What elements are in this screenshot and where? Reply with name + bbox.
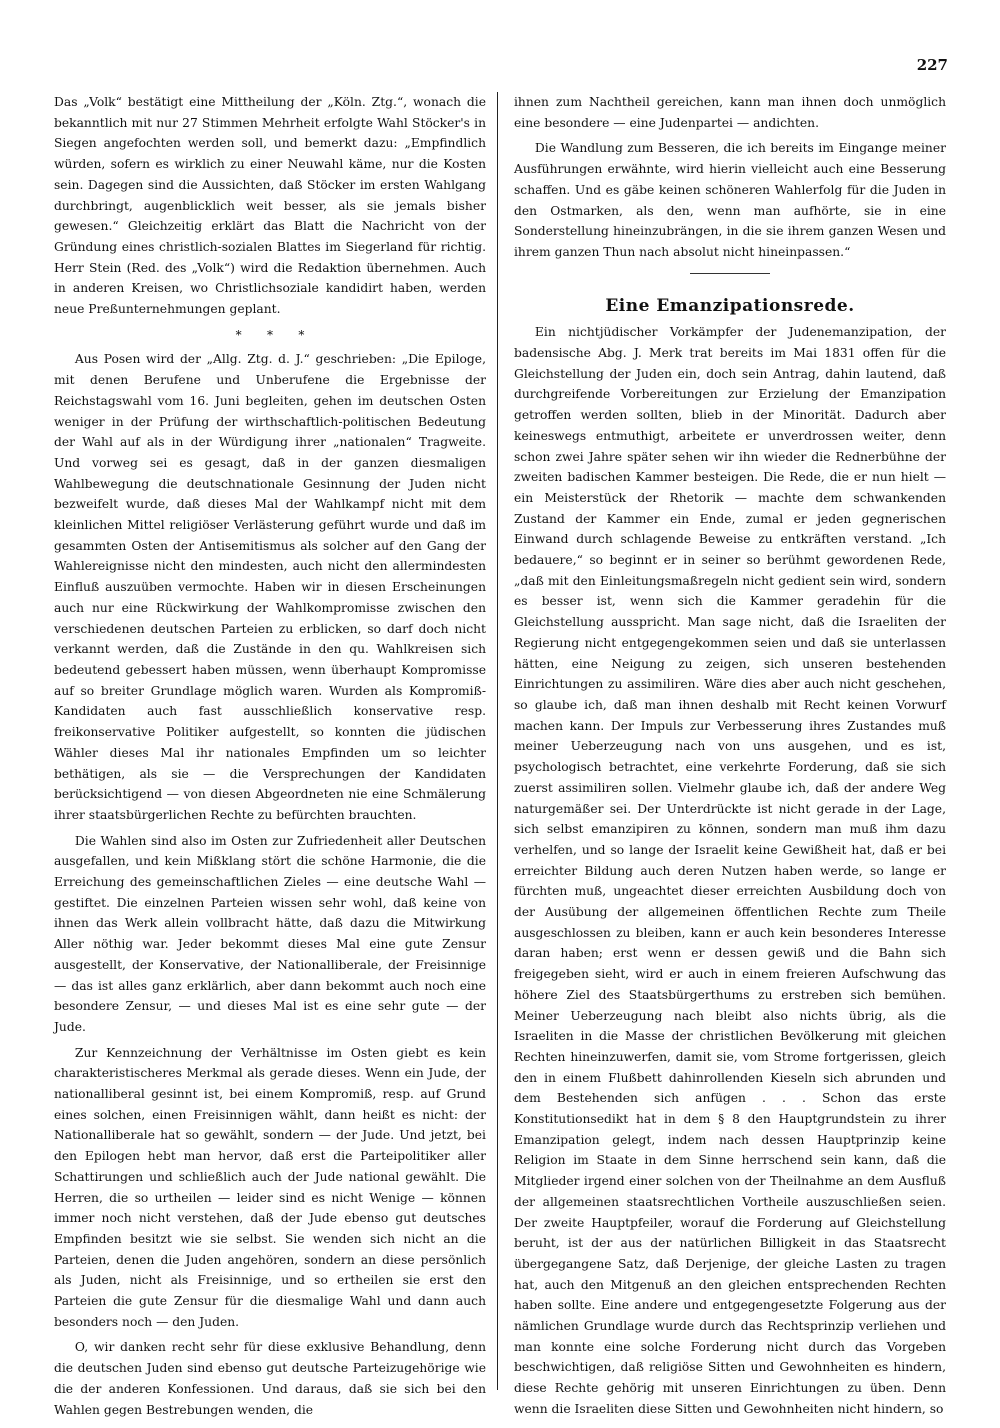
article-paragraph: Zur Kennzeichnung der Verhältnisse im Osten giebt es kein charakteristischeres Merkmal als gerade dieses. Wenn ein Jude, der nationalliberal gesinnt ist, bei einem Kompromiß, resp. auf Grund eines solchen, einen Freisinnigen wählt, dann heißt es nicht: der Nationalliberale hat so gewählt, sondern — der Jude. Und jetzt, bei den Epilogen hebt man hervor, daß erst die Parteipolitiker aller Schattirungen und schließlich auch der Jude national gewählt. Die Herren, die so urtheilen — leider sind es nicht Wenige — können immer noch nicht verstehen, daß der Jude ebenso gut deutsches Empfinden besitzt wie sie selbst. Sie wenden sich nicht an die Parteien, denen die Juden angehören, sondern an diese persönlich als Juden, nicht als Freisinnige, und so ertheilen sie erst den Parteien die gute Zensur für die diesmalige Wahl und dann auch besonders noch — den Juden. xyxy=(54,1045,486,1329)
page-number: 227 xyxy=(916,56,948,74)
left-column xyxy=(54,92,486,1425)
article-paragraph: Aus Posen wird der „Allg. Ztg. d. J.“ geschrieben: „Die Epiloge, mit denen Berufene und Unberufene die Ergebnisse der Reichstagswahl vom 16. Juni begleiten, gehen im deutschen Osten weniger in der Prüfung der wirthschaftlich-politischen Bedeutung der Wahl auf als in der Würdigung ihrer „nationalen“ Tragweite. Und vorweg sei es gesagt, daß in der ganzen diesmaligen Wahlbewegung die deutschnationale Gesinnung der Juden nicht bezweifelt wurde, daß dieses Mal der Wahlkampf nicht mit dem kleinlichen Mittel religiöser Verlästerung geführt wurde und daß im gesammten Osten der Antisemitismus als solcher auf den Gang der Wahlereignisse nicht den mindesten, auch nicht den allermindesten Einfluß auszuüben vermochte. Haben wir in diesen Erscheinungen auch nur eine Rückwirkung der Wahlkompromisse zwischen den verschiedenen deutschen Parteien zu erblicken, so darf doch nicht verkannt werden, daß die Zustände in den qu. Wahlkreisen sich bedeutend gebessert haben müssen, wenn überhaupt Kompromisse auf so breiter Grundlage möglich waren. Wurden als Kompromiß-Kandidaten auch fast ausschließlich konservative resp. freikonservative Politiker aufgestellt, so konnten die jüdischen Wähler dieses Mal ihr nationales Empfinden um so leichter bethätigen, als sie — die Versprechungen der Kandidaten berücksichtigend — von diesen Abgeordneten nie eine Schmälerung ihrer staatsbürgerlichen Rechte zu befürchten brauchten. xyxy=(54,352,486,822)
article-paragraph: ihnen zum Nachtheil gereichen, kann man ihnen doch unmöglich eine besondere — eine Judenpartei — andichten. xyxy=(514,95,946,130)
article-paragraph: Die Wandlung zum Besseren, die ich bereits im Eingange meiner Ausführungen erwähnte, wird hierin vielleicht auch eine Besserung schaffen. Und es gäbe keinen schöneren Wahlerfolg für die Juden in den Ostmarken, als den, wenn man aufhörte, sie in eine Sonderstellung hineinzubrängen, in die sie ihrem ganzen Wesen und ihrem ganzen Thun nach absolut nicht hineinpassen.“ xyxy=(514,141,946,259)
article-heading: Eine Emanzipationsrede. xyxy=(605,295,855,316)
article-paragraph: Die Wahlen sind also im Osten zur Zufriedenheit aller Deutschen ausgefallen, und kein Mißklang stört die schöne Harmonie, die die Erreichung des gemeinschaftlichen Zieles — eine deutsche Wahl — gestiftet. Die einzelnen Parteien wissen sehr wohl, daß keine von ihnen das Werk allein vollbracht hätte, daß dazu die Mitwirkung Aller nöthig war. Jeder bekommt dieses Mal eine gute Zensur ausgestellt, der Konservative, der Nationalliberale, der Freisinnige — das ist alles ganz erklärlich, aber dann bekommt auch noch eine besondere Zensur, — und dieses Mal ist es eine sehr gute — der Jude. xyxy=(54,833,486,1034)
article-paragraph: O, wir danken recht sehr für diese exklusive Behandlung, denn die deutschen Juden sind ebenso gut deutsche Parteizugehörige wie die der anderen Konfessionen. Und daraus, daß sie sich bei den Wahlen gegen Bestrebungen wenden, die xyxy=(54,1340,486,1417)
right-column xyxy=(514,92,946,1425)
column-divider xyxy=(497,92,498,1390)
article-paragraph: Das „Volk“ bestätigt eine Mittheilung der „Köln. Ztg.“, wonach die bekanntlich mit nur 27 Stimmen Mehrheit erfolgte Wahl Stöcker's in Siegen angefochten werden soll, und bemerkt dazu: „Empfindlich würden, sofern es wirklich zu einer Neuwahl käme, nur die Kosten sein. Dagegen sind die Aussichten, daß Stöcker im ersten Wahlgang durchbringt, augenblicklich weit besser, als sie jemals bisher gewesen.“ Gleichzeitig erklärt das Blatt die Nachricht von der Gründung eines christlich-sozialen Blattes im Siegerland für richtig. Herr Stein (Red. des „Volk“) wird die Redaktion übernehmen. Auch in anderen Kreisen, wo Christlichsoziale kandidirt haben, werden neue Preßunternehmungen geplant. xyxy=(54,95,486,317)
section-separator-stars: * * * xyxy=(235,327,305,342)
article-paragraph: Ein nichtjüdischer Vorkämpfer der Judenemanzipation, der badensische Abg. J. Merk trat bereits im Mai 1831 offen für die Gleichstellung der Juden ein, doch sein Antrag, dahin lautend, daß durchgreifende Vorbereitungen zur Erzielung der Emanzipation getroffen werden sollten, blieb in der Minorität. Dadurch aber keineswegs entmuthigt, arbeitete er unverdrossen weiter, denn schon zwei Jahre später sehen wir ihn wieder die Rednerbühne der zweiten badischen Kammer besteigen. Die Rede, die er nun hielt — ein Meisterstück der Rhetorik — machte dem schwankenden Zustand der Kammer ein Ende, zumal er jeden gegnerischen Einwand durch schlagende Beweise zu entkräften verstand. „Ich bedauere,“ so beginnt er in seiner so berühmt gewordenen Rede, „daß mit den Einleitungsmaßregeln nicht gedient sein wird, sondern es besser ist, wenn sich die Kammer geradehin für die Gleichstellung ausspricht. Man sage nicht, daß die Israeliten der Regierung nicht entgegengekommen seien und daß sie unterlassen hätten, eine Neigung zu zeigen, sich unseren bestehenden Einrichtungen zu assimiliren. Wäre dies aber auch nicht geschehen, so glaube ich, daß man ihnen deshalb mit Recht keinen Vorwurf machen kann. Der Impuls zur Verbesserung ihres Zustandes muß meiner Ueberzeugung nach von uns ausgehen, und es ist, psychologisch betrachtet, eine verkehrte Forderung, daß sie sich zuerst assimiliren sollen. Vielmehr glaube ich, daß der andere Weg naturgemäßer sei. Der Unterdrückte ist nicht gerade in der Lage, sich selbst emanzipiren zu können, sondern man muß ihm dazu verhelfen, und so lange der Israelit keine Gewißheit hat, daß er bei erreichter Bildung auch deren Nutzen haben werde, so lange er fürchten muß, ungeachtet dieser erreichten Ausbildung doch von der Ausübung der allgemeinen öffentlichen Rechte zum Theile ausgeschlossen zu bleiben, kann er auch kein besonderes Interesse daran haben; erst wenn er dessen gewiß und die Bahn sich freigegeben sieht, wird er auch in einem freieren Aufschwung das höhere Ziel des Staatsbürgerthums zu erstreben sich bemühen. Meiner Ueberzeugung nach bleibt also nichts übrig, als die Israeliten in die Masse der christlichen Bevölkerung mit gleichen Rechten hineinzuwerfen, damit sie, vom Strome fortgerissen, gleich den in einem Flußbett dahinrollenden Kieseln sich abrunden und dem Bestehenden sich anfügen . . . Schon das erste Konstitutionsedikt hat in dem § 8 den Hauptgrundstein zu ihrer Emanzipation gelegt, indem nach dessen Hauptprinzip keine Religion im Staate in dem Sinne herrschend sein kann, daß die Mitglieder irgend einer solchen von der Theilnahme an dem Ausfluß der allgemeinen staatsrechtlichen Vortheile auszuschließen seien. Der zweite Hauptpfeiler, worauf die Forderung auf Gleichstellung beruht, ist der aus der natürlichen Billigkeit in das Staatsrecht übergegangene Satz, daß Derjenige, der gleiche Lasten zu tragen hat, auch den Mitgenuß an den gleichen entsprechenden Rechten haben sollte. Eine andere und entgegengesetzte Folgerung aus der nämlichen Grundlage wurde durch das Rechtsprinzip verliehen und man konnte eine solche Forderung nicht durch das Vorgeben beschwichtigen, daß religiöse Sitten und Gewohnheiten es hindern, diese Rechte gehörig mit unseren Einrichtungen zu üben. Denn wenn die Israeliten diese Sitten und Gewohnheiten nicht hindern, so xyxy=(514,325,946,1416)
article-end-rule xyxy=(690,273,770,274)
